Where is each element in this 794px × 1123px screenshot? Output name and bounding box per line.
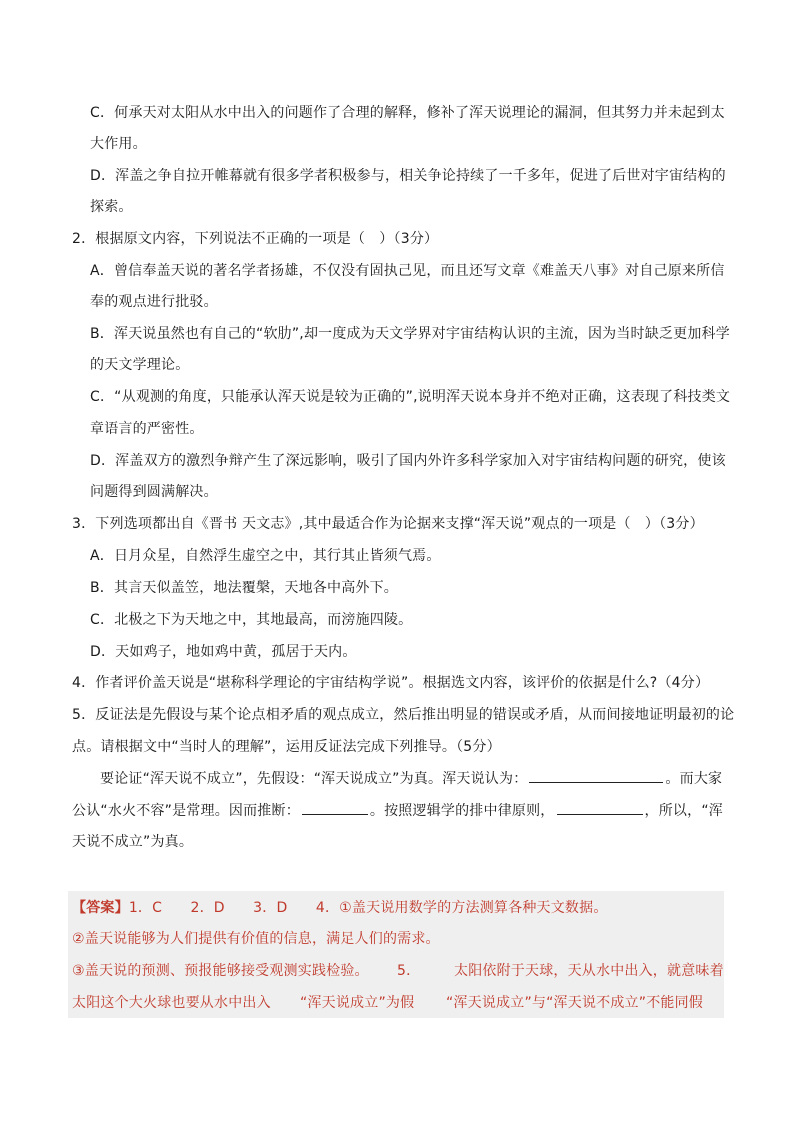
answer-tag: 【答案】 bbox=[72, 900, 129, 916]
q3-option-a: A．日月众星，自然浮生虚空之中，其行其止皆须气焉。 bbox=[90, 548, 441, 564]
q3-option-b: B．其言天似盖笠，地法覆槃，天地各中高外下。 bbox=[90, 580, 399, 596]
answer-line3b: 5． bbox=[397, 963, 421, 979]
q2-stem: 2．根据原文内容，下列说法不正确的一项是（ ）（3分） bbox=[72, 231, 439, 247]
q3-stem: 3．下列选项都出自《晋书 天文志》,其中最适合作为论据来支撑“浑天说”观点的一项是（ ）（3分） bbox=[72, 516, 704, 532]
q5-stem-line1: 5．反证法是先假设与某个论点相矛盾的观点成立，然后推出明显的错误或矛盾，从而间接地证明最初的论 bbox=[72, 707, 735, 723]
answer-line3c: 太阳依附于天球，天从水中出入，就意味着 bbox=[454, 963, 724, 979]
answer-line2: ②盖天说能够为人们提供有价值的信息，满足人们的需求。 bbox=[72, 931, 440, 947]
q1-option-c-line2: 大作用。 bbox=[90, 136, 147, 152]
q3-option-d: D．天如鸡子，地如鸡中黄，孤居于天内。 bbox=[90, 644, 357, 660]
q5-paragraph-line3: 天说不成立”为真。 bbox=[72, 834, 194, 850]
answer-line4b: “浑天说成立”为假 bbox=[300, 995, 415, 1011]
q5-stem-line2: 点。请根据文中“当时人的理解”，运用反证法完成下列推导。（5分） bbox=[72, 739, 501, 755]
answer-line1-text: 1．C 2．D 3．D 4．①盖天说用数学的方法测算各种天文数据。 bbox=[128, 900, 608, 916]
q2-option-d-line2: 问题得到圆满解决。 bbox=[90, 484, 218, 500]
answer-blank-3[interactable] bbox=[557, 800, 643, 815]
q1-option-d-line1: D．浑盖之争自拉开帷幕就有很多学者积极参与，相关争论持续了一千多年，促进了后世对宇宙结构的 bbox=[90, 168, 726, 184]
answer-line1 bbox=[72, 898, 608, 918]
q2-option-b-line2: 的天文学理论。 bbox=[90, 357, 190, 373]
answer-blank-2[interactable] bbox=[302, 800, 368, 815]
answer-line4a: 太阳这个大火球也要从水中出入 bbox=[72, 995, 271, 1011]
q5-paragraph-line2 bbox=[72, 800, 723, 821]
answer-line4c: “浑天说成立”与“浑天说不成立”不能同假 bbox=[446, 995, 704, 1011]
q1-option-d-line2: 探索。 bbox=[90, 199, 133, 215]
answer-line3a: ③盖天说的预测、预报能够接受观测实践检验。 bbox=[72, 963, 369, 979]
answer-blank-1[interactable] bbox=[529, 768, 663, 783]
q2-option-c-line2: 章语言的严密性。 bbox=[90, 421, 204, 437]
q5-p1-text-a: 要论证“浑天说不成立”，先假设：“浑天说成立”为真。浑天说认为： bbox=[100, 771, 528, 787]
q2-option-a-line1: A．曾信奉盖天说的著名学者扬雄，不仅没有固执己见，而且还写文章《难盖天八事》对自己原来所信 bbox=[90, 263, 725, 279]
q2-option-b-line1: B．浑天说虽然也有自己的“软肋”,却一度成为天文学界对宇宙结构认识的主流，因为当时缺乏更加科学 bbox=[90, 326, 730, 342]
q5-p2-text-a: 公认“水火不容”是常理。因而推断： bbox=[72, 803, 300, 819]
q3-option-c: C．北极之下为天地之中，其地最高，而滂施四陵。 bbox=[90, 612, 413, 628]
q5-p1-text-b: 。而大家 bbox=[665, 771, 723, 787]
q5-paragraph-line1 bbox=[100, 768, 722, 789]
q1-option-c-line1: C．何承天对太阳从水中出入的问题作了合理的解释，修补了浑天说理论的漏洞，但其努力并未起到太 bbox=[90, 105, 725, 121]
q5-p2-text-b: 。按照逻辑学的排中律原则， bbox=[369, 803, 555, 819]
q2-option-c-line1: C．“从观测的角度，只能承认浑天说是较为正确的”,说明浑天说本身并不绝对正确，这表现了科技类文 bbox=[90, 389, 731, 405]
q2-option-d-line1: D．浑盖双方的激烈争辩产生了深远影响，吸引了国内外许多科学家加入对宇宙结构问题的研究，使该 bbox=[90, 453, 726, 469]
q2-option-a-line2: 奉的观点进行批驳。 bbox=[90, 294, 218, 310]
q5-p2-text-c: ，所以，“浑 bbox=[644, 803, 723, 819]
q4-stem: 4．作者评价盖天说是“堪称科学理论的宇宙结构学说”。根据选文内容，该评价的依据是什么?（4分） bbox=[72, 675, 710, 691]
